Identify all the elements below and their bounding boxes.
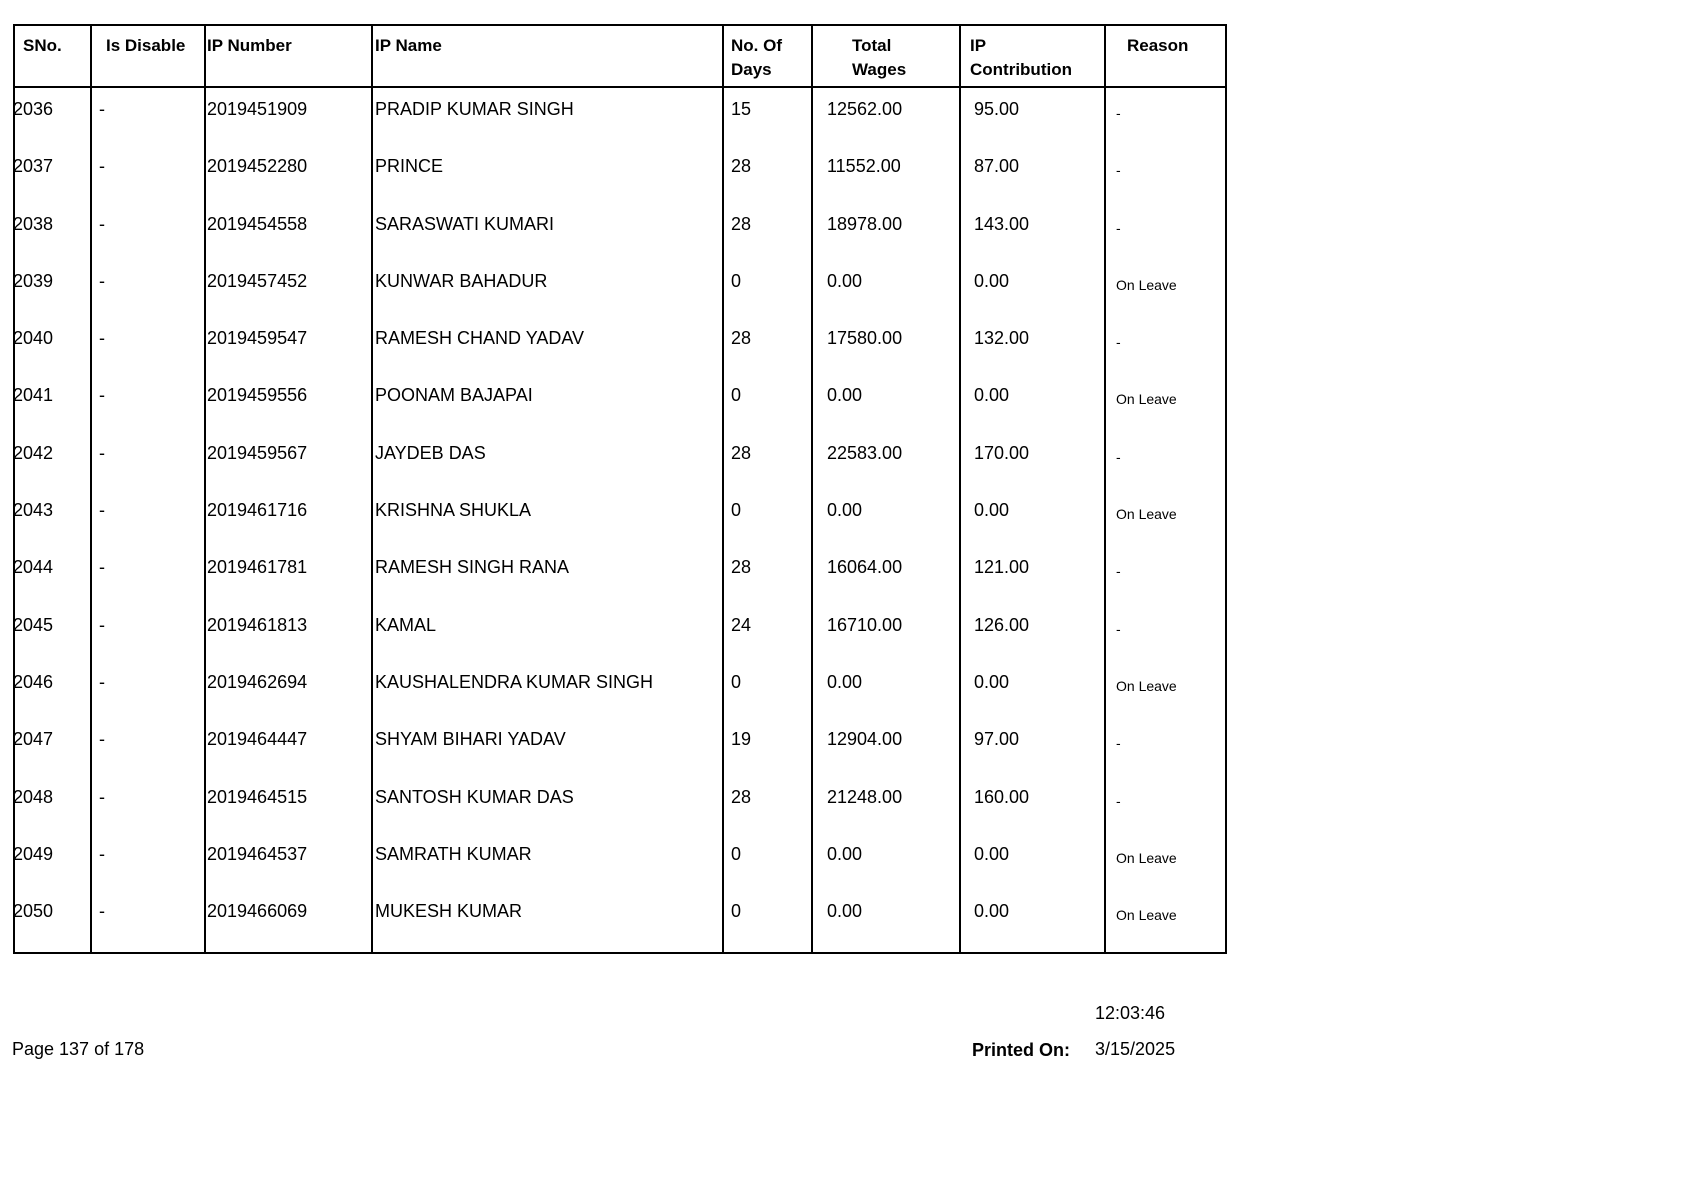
cell-ip-contribution: 87.00 (974, 156, 1020, 177)
cell-sno: 2045 (13, 614, 54, 635)
table-row (15, 489, 1225, 546)
cell-is-disable: - (99, 442, 105, 463)
cell-ip-name: SHYAM BIHARI YADAV (375, 729, 566, 750)
table-row (15, 374, 1225, 431)
cell-is-disable: - (99, 500, 105, 521)
table-row (15, 203, 1225, 260)
cell-ip-contribution: 0.00 (974, 843, 1010, 864)
cell-days: 0 (731, 843, 742, 864)
table-body (15, 88, 1225, 947)
header-wages-line2: Wages (852, 60, 907, 79)
cell-sno: 2037 (13, 156, 54, 177)
cell-ip-name: POONAM BAJAPAI (375, 385, 533, 406)
cell-sno: 2046 (13, 671, 54, 692)
cell-days: 28 (731, 786, 752, 807)
cell-ip-name: JAYDEB DAS (375, 442, 486, 463)
cell-total-wages: 16064.00 (827, 557, 903, 578)
cell-ip-number: 2019464537 (207, 843, 308, 864)
cell-total-wages: 0.00 (827, 385, 863, 406)
header-sno: SNo. (23, 36, 62, 55)
cell-ip-name: SAMRATH KUMAR (375, 843, 532, 864)
cell-total-wages: 0.00 (827, 671, 863, 692)
table-row (15, 260, 1225, 317)
cell-total-wages: 12562.00 (827, 99, 903, 119)
cell-ip-contribution: 170.00 (974, 442, 1030, 463)
cell-ip-number: 2019461781 (207, 557, 308, 578)
table-row (15, 833, 1225, 890)
cell-reason: - (1116, 735, 1121, 752)
table-header-row (15, 26, 1225, 88)
table-row (15, 890, 1225, 947)
cell-sno: 2039 (13, 270, 54, 291)
column-divider (90, 26, 92, 952)
cell-sno: 2050 (13, 901, 54, 922)
table-row (15, 661, 1225, 718)
cell-reason: - (1116, 448, 1121, 465)
cell-is-disable: - (99, 328, 105, 349)
header-ip-name: IP Name (375, 36, 442, 55)
header-is-disable: Is Disable (106, 36, 186, 55)
cell-is-disable: - (99, 270, 105, 291)
cell-is-disable: - (99, 614, 105, 635)
cell-total-wages: 0.00 (827, 901, 863, 922)
table-row (15, 546, 1225, 603)
cell-sno: 2044 (13, 557, 54, 578)
cell-ip-number: 2019454558 (207, 213, 308, 234)
header-reason: Reason (1127, 36, 1189, 55)
header-wages-line1: Total (852, 36, 892, 55)
cell-reason: - (1116, 219, 1121, 236)
table-row (15, 317, 1225, 374)
cell-ip-contribution: 143.00 (974, 213, 1030, 234)
table-row (15, 718, 1225, 775)
table-grid (15, 26, 1225, 947)
column-divider (722, 26, 724, 952)
cell-is-disable: - (99, 843, 105, 864)
header-contribution-line1: IP (970, 36, 987, 55)
table-row (15, 88, 1225, 145)
cell-days: 15 (731, 99, 752, 119)
cell-reason: - (1116, 792, 1121, 809)
cell-ip-name: PRINCE (375, 156, 444, 177)
cell-ip-number: 2019461716 (207, 500, 308, 521)
header-ip-number: IP Number (207, 36, 292, 55)
cell-ip-number: 2019452280 (207, 156, 308, 177)
cell-ip-contribution: 0.00 (974, 270, 1010, 291)
cell-is-disable: - (99, 671, 105, 692)
cell-ip-name: KAMAL (375, 614, 437, 635)
cell-total-wages: 18978.00 (827, 213, 903, 234)
cell-ip-contribution: 160.00 (974, 786, 1030, 807)
cell-ip-number: 2019459567 (207, 442, 308, 463)
cell-reason: - (1116, 162, 1121, 179)
cell-ip-contribution: 126.00 (974, 614, 1030, 635)
cell-reason: On Leave (1116, 849, 1177, 866)
cell-ip-name: RAMESH SINGH RANA (375, 557, 570, 578)
cell-days: 0 (731, 385, 742, 406)
cell-ip-contribution: 0.00 (974, 385, 1010, 406)
cell-sno: 2040 (13, 328, 54, 349)
cell-reason: - (1116, 334, 1121, 351)
cell-is-disable: - (99, 901, 105, 922)
cell-ip-number: 2019464447 (207, 729, 308, 750)
cell-ip-name: PRADIP KUMAR SINGH (375, 99, 574, 119)
cell-reason: On Leave (1116, 506, 1177, 523)
cell-days: 28 (731, 156, 752, 177)
cell-is-disable: - (99, 557, 105, 578)
cell-total-wages: 21248.00 (827, 786, 903, 807)
cell-sno: 2036 (13, 99, 54, 119)
cell-sno: 2048 (13, 786, 54, 807)
cell-is-disable: - (99, 786, 105, 807)
contribution-table (13, 24, 1227, 954)
cell-sno: 2047 (13, 729, 54, 750)
cell-ip-contribution: 95.00 (974, 99, 1020, 119)
cell-ip-number: 2019466069 (207, 901, 308, 922)
cell-ip-number: 2019464515 (207, 786, 308, 807)
cell-sno: 2038 (13, 213, 54, 234)
cell-is-disable: - (99, 385, 105, 406)
cell-days: 0 (731, 270, 742, 291)
cell-ip-number: 2019459547 (207, 328, 308, 349)
cell-days: 28 (731, 213, 752, 234)
cell-total-wages: 0.00 (827, 500, 863, 521)
cell-total-wages: 0.00 (827, 270, 863, 291)
printed-on-label: Printed On: (972, 1040, 1070, 1060)
cell-ip-name: KAUSHALENDRA KUMAR SINGH (375, 671, 654, 692)
table-row (15, 145, 1225, 202)
column-divider (204, 26, 206, 952)
cell-days: 28 (731, 557, 752, 578)
page-number: Page 137 of 178 (12, 1039, 145, 1059)
column-divider (959, 26, 961, 952)
cell-ip-number: 2019462694 (207, 671, 308, 692)
cell-ip-name: KRISHNA SHUKLA (375, 500, 532, 521)
cell-reason: - (1116, 620, 1121, 637)
cell-sno: 2042 (13, 442, 54, 463)
cell-ip-number: 2019459556 (207, 385, 308, 406)
cell-days: 0 (731, 671, 742, 692)
cell-reason: On Leave (1116, 907, 1177, 924)
cell-ip-contribution: 132.00 (974, 328, 1030, 349)
cell-ip-contribution: 0.00 (974, 500, 1010, 521)
cell-total-wages: 17580.00 (827, 328, 903, 349)
cell-reason: On Leave (1116, 677, 1177, 694)
cell-ip-name: SARASWATI KUMARI (375, 213, 555, 234)
table-row (15, 604, 1225, 661)
cell-ip-contribution: 0.00 (974, 901, 1010, 922)
cell-ip-contribution: 121.00 (974, 557, 1030, 578)
column-divider (371, 26, 373, 952)
cell-ip-name: SANTOSH KUMAR DAS (375, 786, 574, 807)
cell-reason: On Leave (1116, 391, 1177, 408)
cell-days: 24 (731, 614, 752, 635)
cell-reason: On Leave (1116, 276, 1177, 293)
cell-is-disable: - (99, 729, 105, 750)
cell-days: 28 (731, 442, 752, 463)
cell-days: 28 (731, 328, 752, 349)
cell-sno: 2043 (13, 500, 54, 521)
cell-ip-number: 2019451909 (207, 99, 308, 119)
table-row (15, 776, 1225, 833)
column-divider (811, 26, 813, 952)
column-divider (1104, 26, 1106, 952)
header-days-line1: No. Of (731, 36, 782, 55)
cell-is-disable: - (99, 213, 105, 234)
cell-total-wages: 12904.00 (827, 729, 903, 750)
cell-ip-name: MUKESH KUMAR (375, 901, 523, 922)
cell-reason: - (1116, 105, 1121, 121)
table-row (15, 432, 1225, 489)
cell-ip-contribution: 0.00 (974, 671, 1010, 692)
printed-date: 3/15/2025 (1095, 1039, 1176, 1059)
cell-ip-name: RAMESH CHAND YADAV (375, 328, 585, 349)
printed-time: 12:03:46 (1095, 1003, 1166, 1023)
cell-sno: 2041 (13, 385, 54, 406)
cell-ip-name: KUNWAR BAHADUR (375, 270, 548, 291)
cell-total-wages: 16710.00 (827, 614, 903, 635)
cell-total-wages: 0.00 (827, 843, 863, 864)
cell-ip-number: 2019461813 (207, 614, 308, 635)
cell-total-wages: 22583.00 (827, 442, 903, 463)
cell-total-wages: 11552.00 (827, 156, 901, 177)
cell-ip-number: 2019457452 (207, 270, 308, 291)
cell-days: 0 (731, 901, 742, 922)
header-days-line2: Days (731, 60, 772, 79)
header-contribution-line2: Contribution (970, 60, 1072, 79)
cell-is-disable: - (99, 156, 105, 177)
cell-ip-contribution: 97.00 (974, 729, 1020, 750)
cell-reason: - (1116, 563, 1121, 580)
cell-is-disable: - (99, 99, 105, 119)
cell-sno: 2049 (13, 843, 54, 864)
cell-days: 0 (731, 500, 742, 521)
cell-days: 19 (731, 729, 752, 750)
